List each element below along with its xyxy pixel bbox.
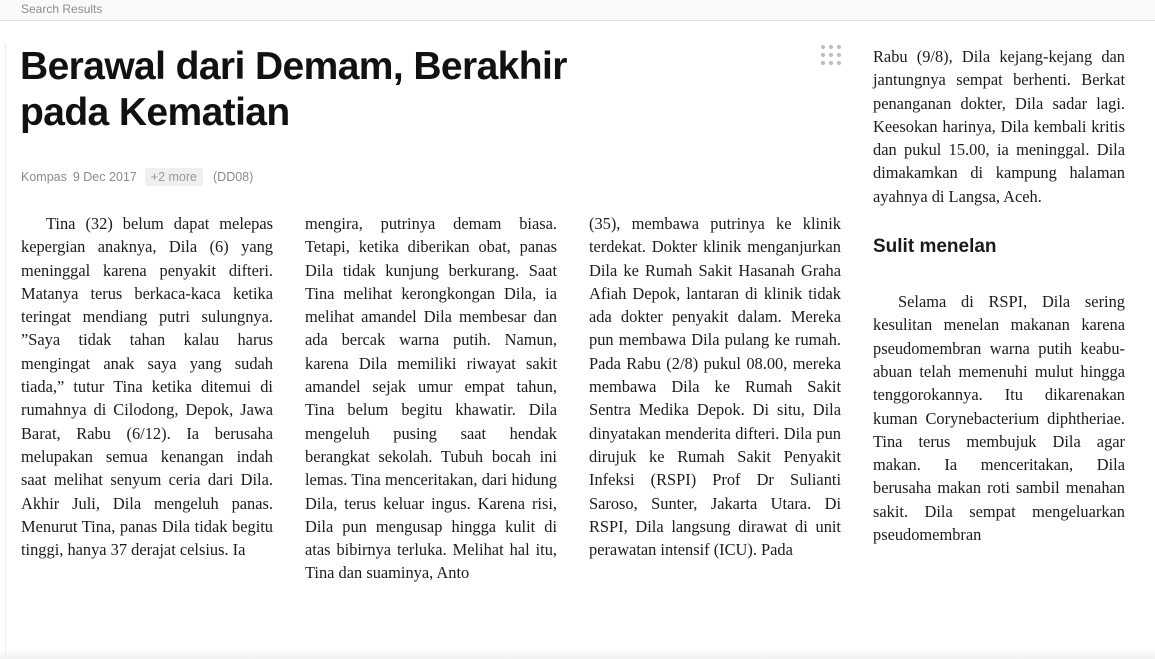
bottom-fade (0, 649, 1155, 659)
source-label: Kompas (21, 169, 67, 184)
article-title: Berawal dari Demam, Berakhir pada Kematian (20, 45, 567, 134)
paragraph: Tina (32) belum dapat melepas kepergian anaknya, Dila (6) yang meninggal karena penyakit difteri. Matanya terus berkaca-kaca ketika teringat mendiang putri sulungnya. ”Saya tidak tahan kalau harus mengingat anak saya yang sudah tiada,” tutur Tina ketika ditemui di rumahnya di Cilodong, Depok, Jawa Barat, Rabu (6/12). Ia berusaha melupakan semua kenangan indah saat melihat senyum ceria dari Dila. Akhir Juli, Dila mengeluh panas. Menurut Tina, panas Dila tidak begitu tinggi, hanya 37 derajat celsius. Ia (21, 214, 273, 560)
text-column-3 (589, 212, 841, 561)
paragraph: Selama di RSPI, Dila sering kesulitan menelan makanan karena pseudomembran warna putih keabu-abuan telah memenuhi mulut hingga tenggorokannya. Itu dikarenakan kuman Corynebacterium diphtheriae. Tina terus membujuk Dila agar makan. Ia menceritakan, Dila berusaha makan roti sambil menahan sakit. Dila sempat mengeluarkan pseudomembran (873, 292, 1125, 545)
article-code: (DD08) (213, 169, 254, 184)
divider (5, 44, 6, 659)
paragraph: Rabu (9/8), Dila kejang-kejang dan jantungnya sempat berhenti. Berkat penanganan dokter, Dila sadar lagi. Keesokan harinya, Dila kembali kritis dan pukul 15.00, ia meninggal. Dila dimakamkan di kampung halaman ayahnya di Langsa, Aceh. (873, 47, 1125, 206)
section-heading: Sulit menelan (873, 236, 997, 258)
breadcrumb[interactable]: Search Results (21, 2, 103, 16)
more-sources-button[interactable]: +2 more (145, 168, 203, 186)
top-bar (0, 0, 1155, 21)
text-column-2 (305, 212, 557, 585)
article-meta (21, 166, 253, 187)
text-column-1 (21, 212, 273, 561)
paragraph: mengira, putrinya demam biasa. Tetapi, ketika diberikan obat, panas Dila tidak kunjung berkurang. Saat Tina melihat kerongkongan Dila, ia melihat amandel Dila membesar dan ada bercak warna putih. Namun, karena Dila memiliki riwayat sakit amandel sejak umur empat tahun, Tina belum begitu khawatir. Dila mengeluh pusing saat hendak berangkat sekolah. Tubuh bocah ini lemas. Tina menceritakan, dari hidung Dila, terus keluar ingus. Karena risi, Dila pun mengusap hingga kulit di atas bibirnya terluka. Melihat hal itu, Tina dan suaminya, Anto (305, 214, 557, 583)
drag-handle-icon[interactable] (821, 45, 841, 65)
paragraph: (35), membawa putrinya ke klinik terdekat. Dokter klinik menganjurkan Dila ke Rumah Sakit Hasanah Graha Afiah Depok, lantaran di klinik tidak ada dokter penyakit dalam. Mereka pun membawa Dila pulang ke rumah. Pada Rabu (2/8) pukul 08.00, mereka membawa Dila ke Rumah Sakit Sentra Medika Depok. Di situ, Dila dinyatakan menderita difteri. Dila pun dirujuk ke Rumah Sakit Penyakit Infeksi (RSPI) Prof Dr Sulianti Saroso, Sunter, Jakarta Utara. Di RSPI, Dila langsung dirawat di unit perawatan intensif (ICU). Pada (589, 214, 841, 560)
text-column-4 (873, 45, 1125, 546)
date-label: 9 Dec 2017 (72, 169, 137, 184)
